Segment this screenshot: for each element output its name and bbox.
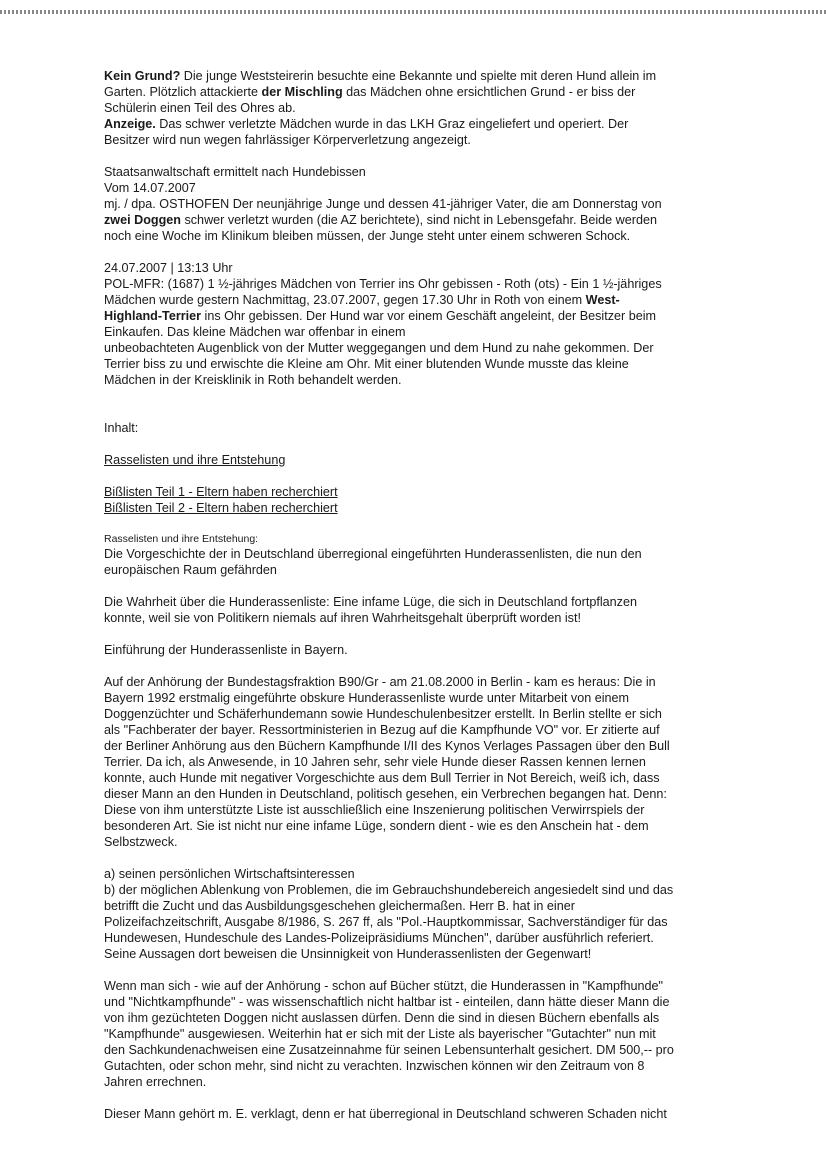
text-line: Einkaufen. Das kleine Mädchen war offenbar in einem — [104, 325, 406, 339]
bold-label: Kein Grund? — [104, 69, 181, 83]
text-line: betrifft die Zucht und das Ausbildungsgeschehen gleichermaßen. Herr B. hat in einer — [104, 899, 575, 913]
text-line: Einführung der Hunderassenliste in Bayern. — [104, 643, 348, 657]
text-line: Hundewesen, Hundeschule des Landes-Polizeipräsidiums München", darüber ausführlich referiert. — [104, 931, 654, 945]
bold-term: der Mischling — [261, 85, 343, 99]
section-truth — [104, 594, 744, 626]
text-line: Garten. Plötzlich attackierte der Mischling das Mädchen ohne ersichtlichen Grund - er biss der — [104, 85, 636, 99]
toc-link-block-2 — [104, 484, 744, 516]
text-line: Diese von ihm unterstützte Liste ist ausschließlich eine Inszenierung politischen Verwirrspiels der — [104, 803, 645, 817]
body-paragraph-3 — [104, 978, 744, 1090]
text-line: Schülerin einen Teil des Ohres ab. — [104, 101, 296, 115]
text-line: Mädchen wurde gestern Nachmittag, 23.07.2007, gegen 17.30 Uhr in Roth von einem West- — [104, 293, 620, 307]
body-paragraph-1 — [104, 674, 744, 850]
text-line: Doggenzüchter und Schäferhundemann sowie Hundeschulenbesitzer erstellt. In Berlin stellte er sich — [104, 707, 662, 721]
text-line: Gutachten, oder schon mehr, sind nicht zu verachten. Inzwischen können wir den Zeitraum von 8 — [104, 1059, 645, 1073]
toc-link-bisslisten-1[interactable]: Bißlisten Teil 1 - Eltern haben recherchiert — [104, 485, 338, 499]
text-line: Die Vorgeschichte der in Deutschland überregional eingeführten Hunderassenlisten, die nun den — [104, 547, 642, 561]
text-line: Terrier. Da ich, als Anwesende, in 10 Jahren sehr, sehr viele Hunde dieser Rassen kennen lernen — [104, 755, 646, 769]
text-line: unbeobachteten Augenblick von der Mutter weggegangen und dem Hund zu nahe gekommen. Der — [104, 341, 654, 355]
text-line: noch eine Woche im Klinikum bleiben müssen, der Junge steht unter einem schweren Schock. — [104, 229, 631, 243]
news-item-roth — [104, 260, 744, 388]
text-line: und "Nichtkampfhunde" - was wissenschaftlich nicht haltbar ist - einteilen, dann hätte dieser Mann die — [104, 995, 670, 1009]
news-headline: Staatsanwaltschaft ermittelt nach Hundebissen — [104, 165, 366, 179]
text-line: Bayern 1992 erstmalig eingeführte obskure Hunderassenliste wurde unter Mitarbeit von einem — [104, 691, 630, 705]
spacer — [104, 404, 744, 420]
scan-top-border — [0, 10, 826, 14]
toc-heading-block — [104, 420, 744, 436]
text-line: Besitzer wird nun wegen fahrlässiger Körperverletzung angezeigt. — [104, 133, 471, 147]
bold-label: Anzeige. — [104, 117, 156, 131]
news-item-weststeirerin — [104, 68, 744, 148]
news-item-osthofen — [104, 164, 744, 244]
text-line: Kein Grund? Die junge Weststeirerin besuchte eine Bekannte und spielte mit deren Hund allein im — [104, 69, 657, 83]
text-line: Seine Aussagen dort beweisen die Unsinnigkeit von Hunderassenlisten der Gegenwart! — [104, 947, 592, 961]
bold-term: Highland-Terrier — [104, 309, 202, 323]
body-paragraph-4 — [104, 1106, 744, 1122]
text-line: Dieser Mann gehört m. E. verklagt, denn er hat überregional in Deutschland schweren Schaden nicht — [104, 1107, 667, 1121]
text-line: dieser Mann an den Hunden in Deutschland, politisch gesehen, ein Verbrechen begangen hat. Denn: — [104, 787, 667, 801]
text-line: Anzeige. Das schwer verletzte Mädchen wurde in das LKH Graz eingeliefert und operiert. Der — [104, 117, 629, 131]
text-line: Wenn man sich - wie auf der Anhörung - schon auf Bücher stützt, die Hunderassen in "Kampfhunde" — [104, 979, 663, 993]
text-line: a) seinen persönlichen Wirtschaftsinteressen — [104, 867, 355, 881]
text-line: Highland-Terrier ins Ohr gebissen. Der Hund war vor einem Geschäft angeleint, der Besitzer beim — [104, 309, 657, 323]
bold-term: zwei Doggen — [104, 213, 181, 227]
toc-link-rasselisten[interactable]: Rasselisten und ihre Entstehung — [104, 453, 286, 467]
toc-link-block-1 — [104, 452, 744, 468]
text-line: Polizeifachzeitschrift, Ausgabe 8/1986, S. 267 ff, als "Pol.-Hauptkommissar, Sachverständiger für das — [104, 915, 668, 929]
bold-term: West- — [585, 293, 620, 307]
section-bayern — [104, 642, 744, 658]
text-line: b) der möglichen Ablenkung von Problemen, die im Gebrauchshundebereich angesiedelt sind und das — [104, 883, 674, 897]
text-line: Auf der Anhörung der Bundestagsfraktion B90/Gr - am 21.08.2000 in Berlin - kam es heraus: Die in — [104, 675, 656, 689]
news-date: Vom 14.07.2007 — [104, 181, 196, 195]
text-line: konnte, auch Hunde mit negativer Vorgeschichte aus dem Bull Terrier in Not Bereich, weiß ich, dass — [104, 771, 660, 785]
section-intro — [104, 532, 744, 578]
toc-heading: Inhalt: — [104, 421, 139, 435]
text-line: europäischen Raum gefährden — [104, 563, 277, 577]
text-line: konnte, weil sie von Politikern niemals auf ihren Wahrheitsgehalt überprüft worden ist! — [104, 611, 581, 625]
text-line: "Kampfhunde" ausgewiesen. Weiterhin hat er sich mit der Liste als bayerischer "Gutachter" nun mit — [104, 1027, 656, 1041]
section-small-heading: Rasselisten und ihre Entstehung: — [104, 533, 259, 545]
text-line: der Berliner Anhörung aus den Büchern Kampfhunde I/II des Kynos Verlages Passagen über den Bull — [104, 739, 670, 753]
text-line: von ihm gezüchteten Doggen nicht auslassen dürfen. Denn die sind in diesen Büchern ebenfalls als — [104, 1011, 660, 1025]
text-line: Terrier biss zu und erwischte die Kleine am Ohr. Mit einer blutenden Wunde musste das kleine — [104, 357, 629, 371]
text-line: als "Fachberater der bayer. Ressortministerien in Bezug auf die Kampfhunde VO" vor. Er zitierte auf — [104, 723, 660, 737]
text-line: den Sachkundenachweisen eine Zusatzeinnahme für seinen Lebensunterhalt gesichert. DM 500,-- pro — [104, 1043, 674, 1057]
toc-link-bisslisten-2[interactable]: Bißlisten Teil 2 - Eltern haben recherchiert — [104, 501, 338, 515]
text-line: POL-MFR: (1687) 1 ½-jähriges Mädchen von Terrier ins Ohr gebissen - Roth (ots) - Ein 1 ½-jähriges — [104, 277, 662, 291]
text-line: Die Wahrheit über die Hunderassenliste: Eine infame Lüge, die sich in Deutschland fortpflanzen — [104, 595, 637, 609]
text-line: Mädchen in der Kreisklinik in Roth behandelt werden. — [104, 373, 402, 387]
text-line: zwei Doggen schwer verletzt wurden (die AZ berichtete), sind nicht in Lebensgefahr. Beide werden — [104, 213, 657, 227]
body-paragraph-2 — [104, 866, 744, 962]
text-line: Jahren errechnen. — [104, 1075, 207, 1089]
text-line: mj. / dpa. OSTHOFEN Der neunjährige Junge und dessen 41-jähriger Vater, die am Donnerstag von — [104, 197, 662, 211]
news-date: 24.07.2007 | 13:13 Uhr — [104, 261, 233, 275]
text-line: Selbstzweck. — [104, 835, 178, 849]
text-line: besonderen Art. Sie ist nicht nur eine infame Lüge, sondern dient - wie es den Anschein hat - dem — [104, 819, 649, 833]
document-page — [104, 68, 744, 1122]
